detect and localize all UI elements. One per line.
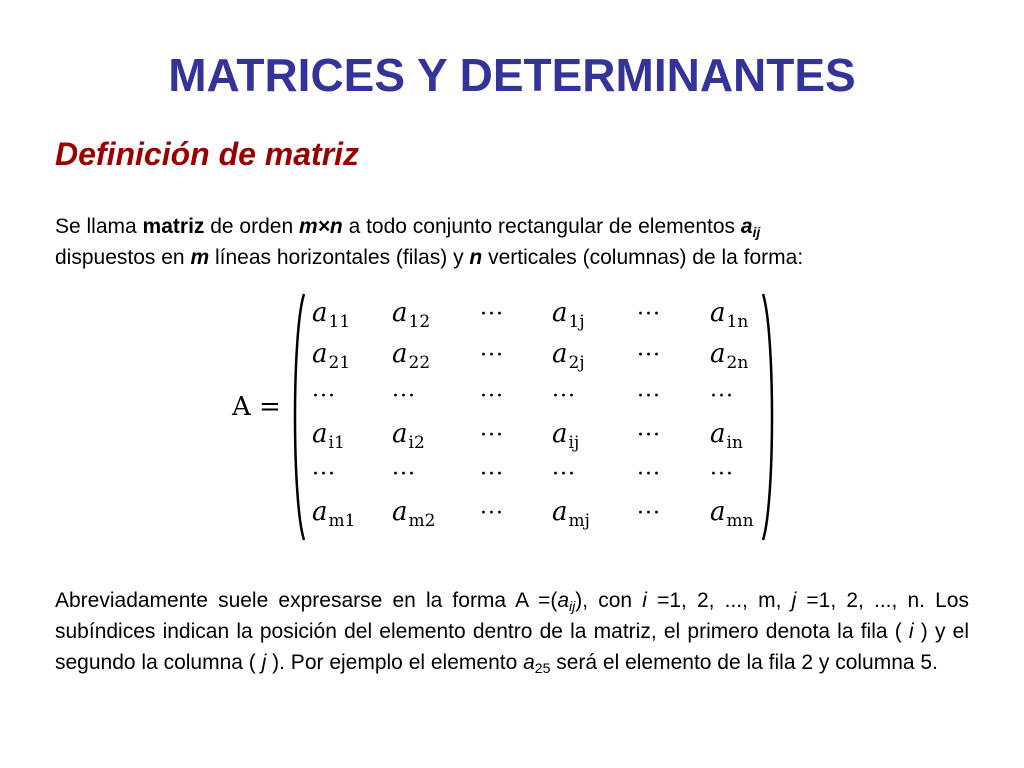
matrix-A [232,292,782,542]
matrix-entry: $a_{11}$ [312,298,351,332]
matrix-entry: $a_{12}$ [392,298,431,332]
matrix-entry: $a_{1n}$ [710,298,749,332]
matrix-entry: ··· [392,462,416,487]
matrix-entry: $a_{2j}$ [552,339,585,373]
order-mxn: m×n [298,215,343,238]
intro-text: verticales (columnas) de la forma: [482,246,804,269]
intro-text: de orden [204,215,299,238]
matrix-entry: $a_{m1}$ [312,497,356,531]
matrix-entry: ··· [552,462,576,487]
element-aij: $a_{ij}$ [740,215,761,240]
var-n: n [469,246,483,269]
matrix-entry: $a_{mn}$ [710,497,754,531]
explanation-paragraph: Abreviadamente suele expresarse en la forma $A =(a_{ij})$, con i =1, 2, ..., m, j =1, 2, ..., n. Los subíndices indican la posición del elemento dentro de la matriz, el primero denota la fila ( i ) y el segundo la columna ( j ). Por ejemplo el elemento $a_{25}$ será el elemento de la fila 2 y columna 5. [55,589,969,676]
matrix-entry: ··· [392,384,416,409]
left-parenthesis [288,292,308,542]
matrix-entry: ··· [480,343,504,368]
intro-text: a todo conjunto rectangular de elementos [342,215,741,238]
matrix-entry: ··· [480,462,504,487]
matrix-entry: $a_{i1}$ [312,419,345,453]
matrix-entry: ··· [637,462,661,487]
intro-text: líneas horizontales (filas) y [209,246,470,269]
right-parenthesis [759,292,779,542]
matrix-entry: ··· [480,423,504,448]
matrix-entry: ··· [312,384,336,409]
matrix-entry: $a_{ij}$ [552,419,580,453]
matrix-entry: $a_{mj}$ [552,497,590,531]
term-matriz: matriz [142,215,205,238]
matrix-entry: $a_{1j}$ [552,298,585,332]
matrix-entry: ··· [480,302,504,327]
matrix-entry: ··· [710,384,734,409]
slide-title: MATRICES Y DETERMINANTES [168,49,856,101]
matrix-entry: ··· [637,343,661,368]
matrix-entry: $a_{i2}$ [392,419,425,453]
matrix-entry: ··· [480,501,504,526]
matrix-entry: ··· [710,462,734,487]
matrix-entry: $a_{22}$ [392,339,431,373]
matrix-lhs: A = [232,392,281,422]
matrix-entry: ··· [637,384,661,409]
matrix-entry: ··· [637,501,661,526]
var-m: m [190,246,210,269]
matrix-entry: $a_{m2}$ [392,497,436,531]
section-subtitle: Definición de matriz [55,136,360,172]
matrix-entry: ··· [480,384,504,409]
intro-text: dispuestos en [55,246,191,269]
matrix-entry: ··· [552,384,576,409]
matrix-entry: $a_{21}$ [312,339,351,373]
matrix-entry: ··· [637,302,661,327]
intro-text: Se llama [55,215,143,238]
matrix-entry: $a_{in}$ [710,419,743,453]
matrix-entry: ··· [312,462,336,487]
intro-paragraph [55,211,969,273]
matrix-entry: ··· [637,423,661,448]
matrix-entry: $a_{2n}$ [710,339,749,373]
